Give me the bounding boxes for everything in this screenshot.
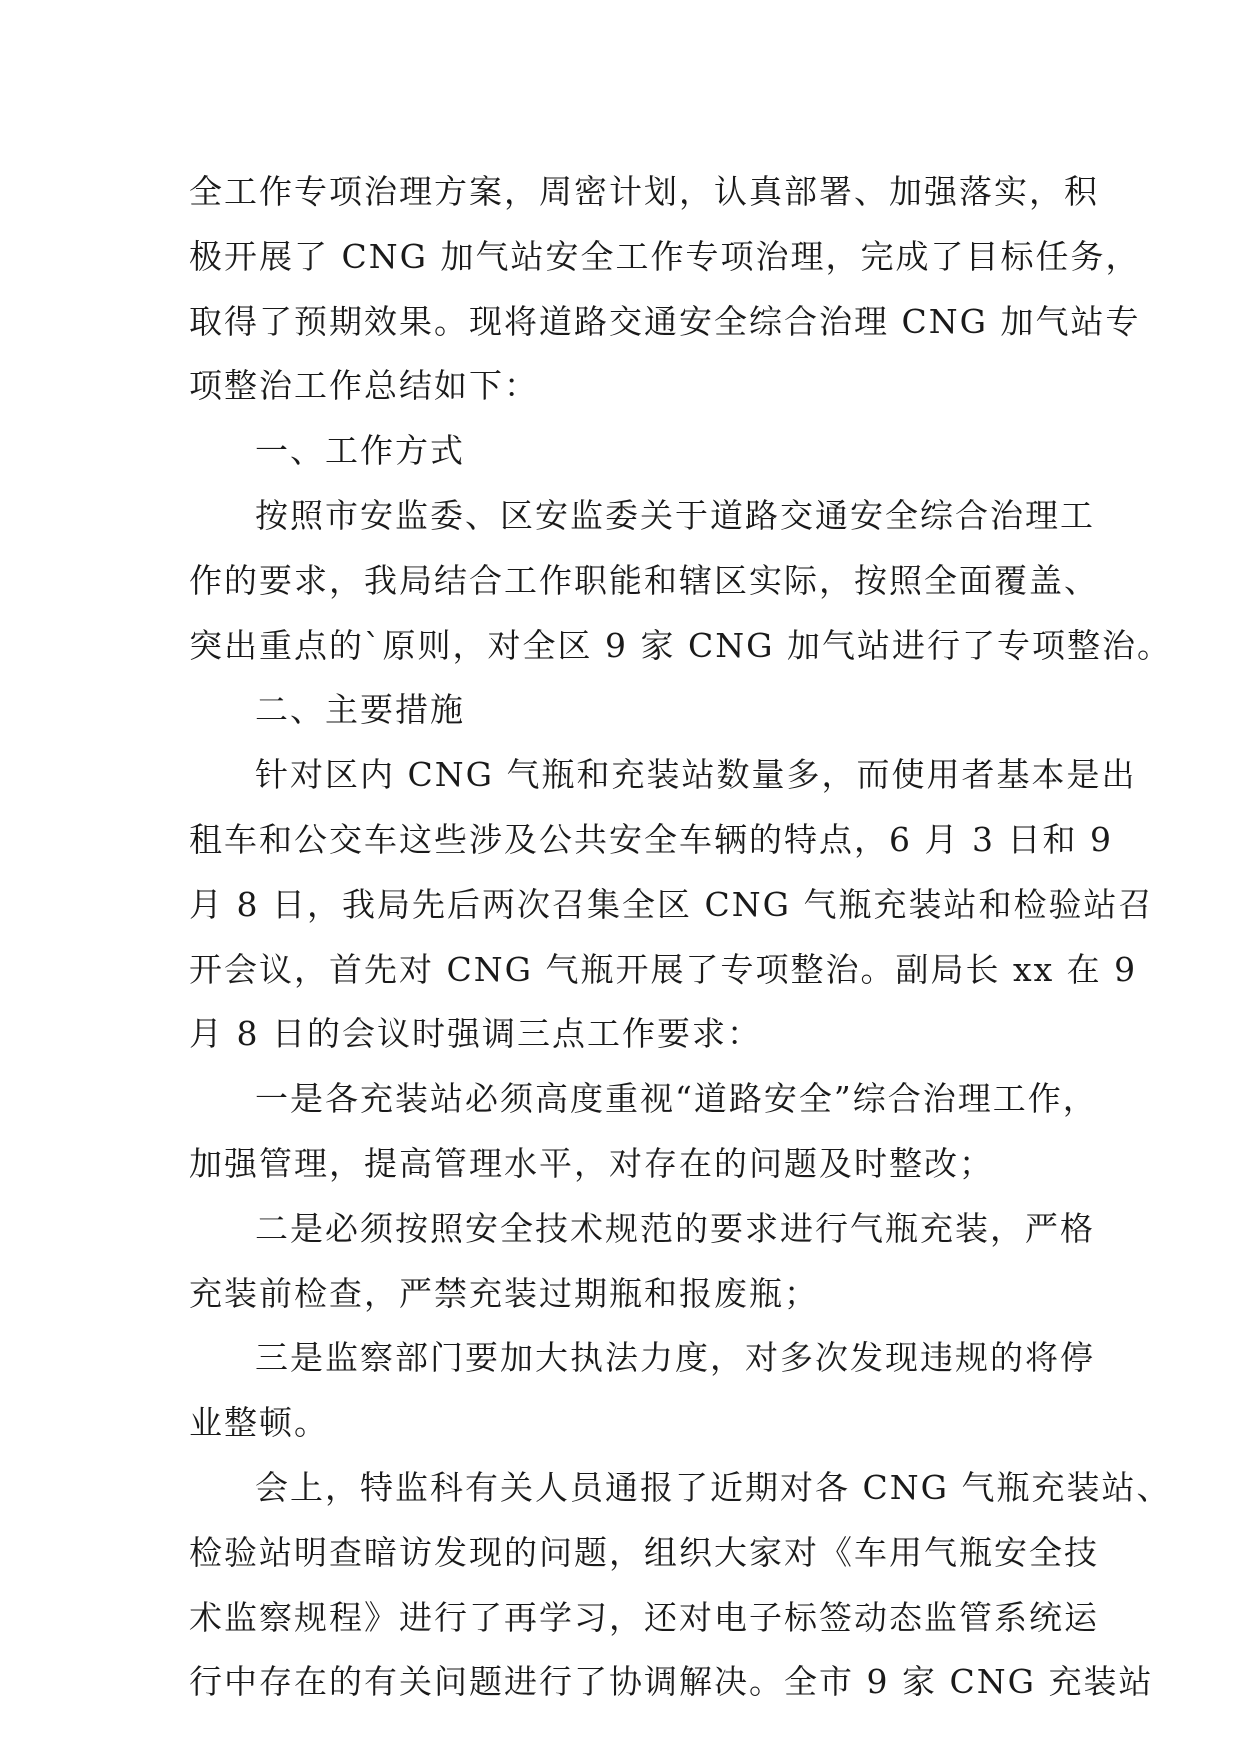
text-line: 项整治工作总结如下： xyxy=(189,366,539,406)
text-line: 租车和公交车这些涉及公共安全车辆的特点，6 月 3 日和 9 xyxy=(189,819,1113,859)
section-heading-work-method xyxy=(189,419,1062,484)
text-line: 二是必须按照安全技术规范的要求进行气瓶充装，严格 xyxy=(255,1208,1095,1248)
text-line: 充装前检查，严禁充装过期瓶和报废瓶； xyxy=(189,1273,819,1313)
text-line: 加强管理，提高管理水平，对存在的问题及时整改； xyxy=(189,1143,994,1183)
list-paragraph-second xyxy=(189,1197,1095,1327)
text-line: 全工作专项治理方案，周密计划，认真部署、加强落实，积 xyxy=(189,172,1099,211)
text-line: 业整顿。 xyxy=(189,1403,329,1443)
text-line: 突出重点的`原则，对全区 9 家 CNG 加气站进行了专项整治。 xyxy=(189,625,1172,665)
list-paragraph-third xyxy=(189,1326,1095,1456)
text-line: 行中存在的有关问题进行了协调解决。全市 9 家 CNG 充装站 xyxy=(189,1662,1154,1702)
paragraph xyxy=(189,743,1154,1067)
text-line: 术监察规程》进行了再学习，还对电子标签动态监管系统运 xyxy=(189,1597,1099,1637)
text-line: 针对区内 CNG 气瓶和充装站数量多，而使用者基本是出 xyxy=(255,755,1137,795)
text-line: 取得了预期效果。现将道路交通安全综合治理 CNG 加气站专 xyxy=(189,301,1141,341)
paragraph-continuation xyxy=(189,160,1141,419)
text-line: 极开展了 CNG 加气站安全工作专项治理，完成了目标任务， xyxy=(189,236,1141,276)
heading-text: 二、主要措施 xyxy=(255,690,465,730)
paragraph xyxy=(189,484,1172,678)
text-line: 月 8 日，我局先后两次召集全区 CNG 气瓶充装站和检验站召 xyxy=(189,884,1154,924)
text-line: 检验站明查暗访发现的问题，组织大家对《车用气瓶安全技 xyxy=(189,1532,1099,1572)
document-body xyxy=(189,160,1172,1715)
section-heading-main-measures xyxy=(189,678,1062,743)
text-line: 作的要求，我局结合工作职能和辖区实际，按照全面覆盖、 xyxy=(189,560,1099,600)
text-line: 会上，特监科有关人员通报了近期对各 CNG 气瓶充装站、 xyxy=(255,1467,1172,1507)
paragraph xyxy=(189,1456,1172,1715)
text-line: 三是监察部门要加大执法力度，对多次发现违规的将停 xyxy=(255,1338,1095,1378)
list-paragraph-first xyxy=(189,1067,1098,1197)
heading-text: 一、工作方式 xyxy=(255,431,465,471)
text-line: 按照市安监委、区安监委关于道路交通安全综合治理工 xyxy=(255,495,1095,535)
text-line: 一是各充装站必须高度重视“道路安全”综合治理工作， xyxy=(255,1079,1098,1119)
text-line: 月 8 日的会议时强调三点工作要求： xyxy=(189,1014,762,1054)
text-line: 开会议，首先对 CNG 气瓶开展了专项整治。副局长 xx 在 9 xyxy=(189,949,1138,989)
